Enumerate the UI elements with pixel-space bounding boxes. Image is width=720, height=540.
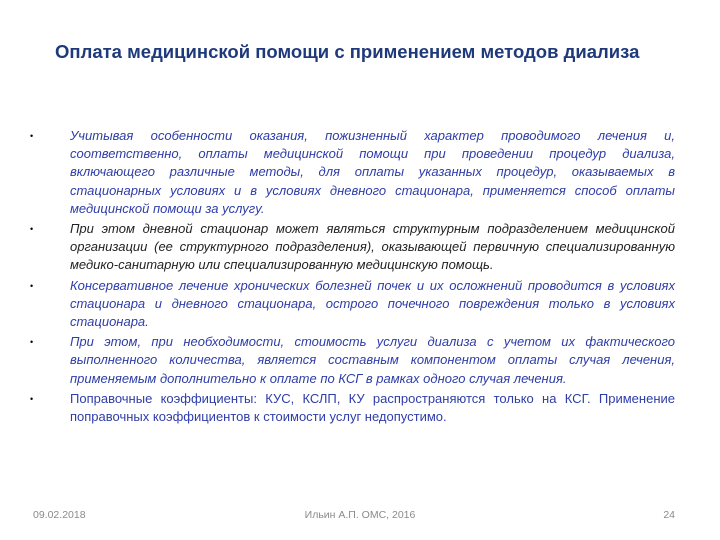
footer-date: 09.02.2018 <box>33 509 86 521</box>
bullet-text: При этом дневной стационар может являться структурным подразделением медицинской организации (ее структурного подразделения), оказывающей первичную специализированную медико-санитарную или специализированную медицинскую помощь. <box>70 221 675 273</box>
page-number: 24 <box>663 509 675 521</box>
footer-author: Ильин А.П. ОМС, 2016 <box>304 509 416 521</box>
bullet-text: Поправочные коэффициенты: КУС, КСЛП, КУ распространяются только на КСГ. Применение поправочных коэффициентов к стоимости услуг недопустимо. <box>70 390 675 425</box>
bullet-icon: • <box>30 280 34 291</box>
list-item <box>30 220 675 275</box>
list-item <box>30 277 675 332</box>
list-item <box>30 333 675 388</box>
bullet-icon: • <box>30 224 34 235</box>
bullet-list <box>30 127 675 428</box>
bullet-icon: • <box>30 393 34 404</box>
bullet-icon: • <box>30 337 34 348</box>
slide-title: Оплата медицинской помощи с применением методов диализа <box>55 41 640 62</box>
bullet-text: Учитывая особенности оказания, пожизненный характер проводимого лечения и, соответственно, оплаты медицинской помощи при проведении процедур диализа, включающего различные методы, для оплаты указанных процедур, оказываемых в стационарных условиях и в условиях дневного стационара, применяется способ оплаты медицинской помощи за услугу. <box>70 128 675 216</box>
list-item <box>30 390 675 426</box>
list-item <box>30 127 675 218</box>
bullet-icon: • <box>30 131 34 141</box>
bullet-text: Консервативное лечение хронических болезней почек и их осложнений проводится в условиях стационара и дневного стационара, острого почечного повреждения только в условиях стационара. <box>70 277 675 330</box>
bullet-text: При этом, при необходимости, стоимость услуги диализа с учетом их фактического выполненного количества, является составным компонентом оплаты случая лечения, применяемым дополнительно к оплате по КСГ в рамках одного случая лечения. <box>70 334 675 386</box>
